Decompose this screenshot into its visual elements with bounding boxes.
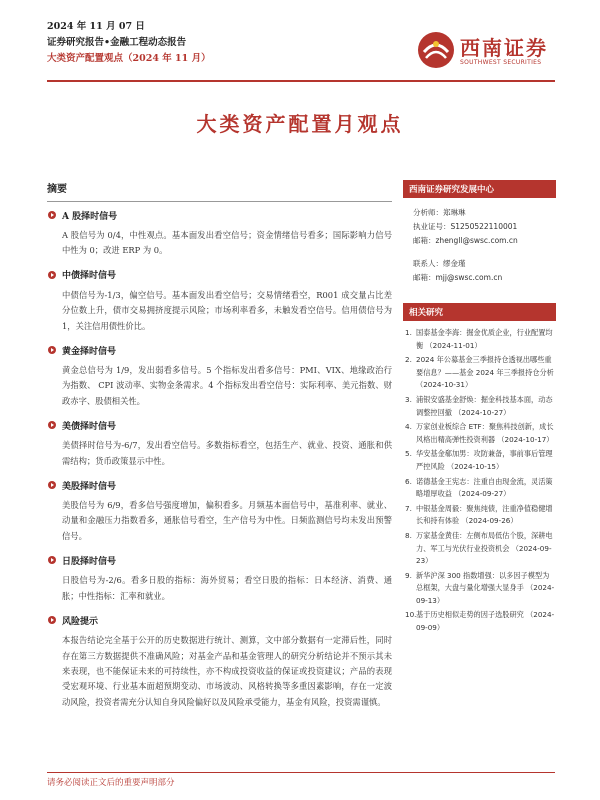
related-heading: 相关研究 (403, 303, 556, 321)
bullet-icon (47, 480, 57, 490)
abstract-title: 摘要 (47, 184, 67, 195)
section-body: 中债信号为-1/3，偏空信号。基本面发出看空信号；交易情绪看空，R001 成交量占比差分位数上升，债市交易拥挤度提示风险；市场利率看多，未触发看空信号。信用债信号为 1，关注信用债性价比。 (62, 289, 392, 331)
list-item[interactable]: 10. 基于历史相似走势的因子选股研究 （2024-09-09） (405, 610, 555, 633)
analyst-cert: 执业证号：S1250522110001 (413, 222, 518, 231)
report-type: 证券研究报告•金融工程动态报告 (47, 37, 187, 48)
section-body: 日股信号为-2/6。看多日股的指标：海外贸易；看空日股的指标：日本经济、消费、通胀；中性指标：汇率和就业。 (62, 575, 392, 601)
list-item[interactable]: 5. 华安基金郗加男：攻防兼备，事前事后管理严控风险 （2024-10-15） (405, 449, 553, 471)
header-meta (47, 19, 211, 67)
section-heading: 黄金择时信号 (62, 346, 117, 357)
header-rule (47, 80, 555, 82)
abstract-rule (47, 201, 392, 202)
contact-name: 联系人：缪金瑾 (413, 259, 466, 268)
section-heading: A 股择时信号 (62, 211, 118, 222)
list-item[interactable]: 1. 国泰基金李海：掘金优质企业，行业配置均衡 （2024-11-01） (405, 328, 553, 350)
section-a-share (47, 208, 392, 259)
sidebar-column (403, 180, 556, 637)
section-us-stock (47, 478, 392, 544)
section-risk (47, 613, 392, 710)
analyst-email[interactable]: 邮箱：zhengll@swsc.com.cn (413, 236, 518, 245)
section-body: 本报告结论完全基于公开的历史数据进行统计、测算，文中部分数据有一定滞后性，同时存在第三方数据提供不准确风险；对基金产品和基金管理人的研究分析结论并不预示其未来表现，也不能保证未来的可持续性，亦不构成投资收益的保证或投资建议；产品的表现受宏观环境、行业基本面超预期变动、市场波动、风格转换等多重因素影响，存在一定波动风险，投资者需充分认知自身风险偏好以及风险承受能力，基金有风险，投资需谨慎。 (62, 635, 392, 707)
section-body: 黄金总信号为 1/9，发出弱看多信号。5 个指标发出看多信号：PMI、VIX、地缘政治行为指数、 CPI 波动率、实物金条需求。4 个指标发出看空信号：实际利率、美元指数、财政赤字、股债相关性。 (62, 365, 392, 406)
contact-email[interactable]: 邮箱：mjj@swsc.com.cn (413, 273, 503, 282)
section-heading: 日股择时信号 (62, 556, 117, 567)
list-item[interactable]: 9. 新华沪深 300 指数增强：以多因子模型为总框架，大盘与量化增强大显身手 （2024-09-13） (405, 570, 555, 605)
list-item[interactable]: 2. 2024 年公募基金三季报持仓透视出哪些重要信息？——基金 2024 年三季报持仓分析 （2024-10-31） (405, 355, 554, 390)
bullet-icon (47, 345, 57, 355)
analyst-info (403, 198, 556, 285)
footer-note: 请务必阅读正文后的重要声明部分 (47, 778, 175, 788)
bullet-icon (47, 615, 57, 625)
list-item[interactable]: 6. 诺德基金王宪志：注重自由现金流，灵活策略增厚收益 （2024-09-27） (405, 476, 553, 499)
bullet-icon (47, 210, 57, 220)
bullet-icon (47, 420, 57, 430)
section-us-bond (47, 418, 392, 469)
section-body: 美债择时信号为-6/7，发出看空信号。多数指标看空，包括生产、就业、投资、通胀和供需结构；货币政策显示中性。 (62, 440, 392, 466)
list-item[interactable]: 8. 万家基金黄佳：左侧布局低估个股，深耕电力、军工与光伏行业投资机会 （2024-09-23） (405, 530, 553, 566)
section-body: 美股信号为 6/9，看多信号强度增加，偏积看多。月频基本面信号中，基准利率、就业、动量和金融压力指数看多，通胀信号看空，生产信号为中性。日频监测信号均未发出预警信号。 (62, 500, 392, 541)
analyst-name: 分析师：郑琳琳 (413, 208, 466, 217)
section-gold (47, 343, 392, 409)
list-item[interactable]: 3. 浦银安盛基金舒焕：掘金科技基本面，动态调整控回撤 （2024-10-27） (405, 394, 553, 417)
report-date: 2024 年 11 月 07 日 (47, 21, 145, 32)
bullet-icon (47, 555, 57, 565)
related-research (403, 303, 556, 635)
abstract-column (47, 180, 392, 719)
section-heading: 美股择时信号 (62, 481, 117, 492)
company-logo (416, 28, 556, 72)
section-heading: 中债择时信号 (62, 271, 117, 282)
list-item[interactable]: 7. 中银基金周毅：聚焦纯债，注重净值稳健增长和持有体验 （2024-09-26） (405, 503, 553, 526)
section-heading: 美债择时信号 (62, 421, 117, 432)
section-jp-stock (47, 553, 392, 604)
analyst-box-heading: 西南证券研究发展中心 (403, 180, 556, 198)
section-heading: 风险提示 (62, 616, 99, 627)
footer-rule (47, 772, 555, 773)
section-body: A 股信号为 0/4，中性观点。基本面发出看空信号；资金情绪信号看多；国际影响力信号中性为 0；改进 ERP 为 0。 (62, 230, 392, 256)
logo-cn-text: 西南证券 (460, 36, 548, 60)
section-cn-bond (47, 268, 392, 334)
report-subtitle: 大类资产配置观点（2024 年 11 月） (47, 53, 211, 64)
logo-en-text: SOUTHWEST SECURITIES (460, 59, 542, 66)
bullet-icon (47, 270, 57, 280)
related-list (403, 321, 556, 635)
page-title: 大类资产配置月观点 (196, 112, 404, 136)
logo-mark-icon (416, 30, 456, 70)
list-item[interactable]: 4. 万家创业板综合 ETF：聚焦科技创新，成长风格出精高弹性投资利器 （2024-10-17） (405, 422, 554, 444)
